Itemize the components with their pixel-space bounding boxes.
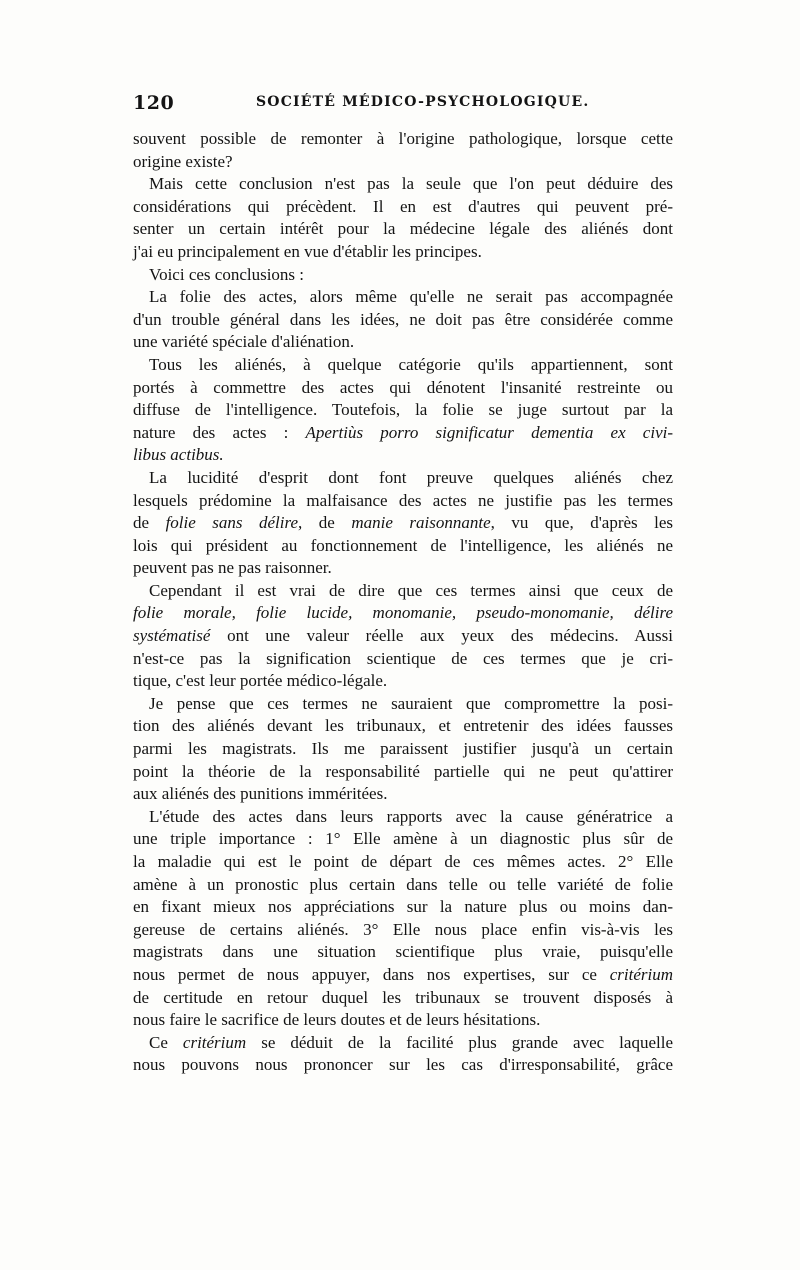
- text-line: [133, 512, 673, 535]
- text-line: portés à commettre des actes qui dénotent l'insanité restreinte ou: [133, 377, 673, 397]
- text-line: tique, c'est leur portée médico-légale.: [133, 671, 388, 691]
- text-line: lois qui président au fonctionnement de l'intelligence, les aliénés ne: [133, 535, 673, 555]
- text-line: gereuse de certains aliénés. 3° Elle nous place enfin vis-à-vis les: [133, 919, 673, 939]
- text-line: tion des aliénés devant les tribunaux, et entretenir des idées fausses: [133, 716, 673, 736]
- text-line: [133, 625, 673, 648]
- text-segment: Ce: [149, 1032, 168, 1052]
- text-line: parmi les magistrats. Ils me paraissent justifier jusqu'à un certain: [133, 739, 673, 759]
- text-line: amène à un pronostic plus certain dans telle ou telle variété de folie: [133, 874, 673, 894]
- text-line: magistrats dans une situation scientifique plus vraie, puisqu'elle: [133, 942, 673, 962]
- text-line: peuvent pas ne pas raisonner.: [133, 558, 332, 578]
- text-line: nous faire le sacrifice de leurs doutes et de leurs hésitations.: [133, 1010, 541, 1030]
- text-line: point la théorie de la responsabilité partielle qui ne peut qu'attirer: [133, 761, 673, 781]
- text-line: La lucidité d'esprit dont font preuve quelques aliénés chez: [149, 467, 673, 487]
- text-segment: se déduit de la facilité plus grande avec laquelle: [261, 1032, 673, 1052]
- text-line: [133, 422, 673, 445]
- text-segment: ont une valeur réelle aux yeux des médecins. Aussi: [227, 626, 674, 646]
- text-line: Mais cette conclusion n'est pas la seule que l'on peut déduire des: [149, 174, 673, 194]
- italic-term: manie raisonnante: [351, 513, 491, 533]
- text-segment: de: [133, 513, 150, 533]
- italic-term: folie morale, folie lucide, monomanie, pseudo-monomanie, délire: [133, 603, 673, 623]
- text-line: [133, 602, 673, 625]
- italic-term: folie sans délire: [165, 513, 299, 533]
- running-head: [133, 92, 673, 122]
- text-segment: nature des actes :: [133, 422, 289, 442]
- text-line: souvent possible de remonter à l'origine pathologique, lorsque cette: [133, 129, 673, 148]
- italic-term: critérium: [609, 964, 674, 984]
- text-line: senter un certain intérêt pour la médecine légale des aliénés dont: [133, 219, 673, 239]
- text-line: [133, 964, 673, 987]
- text-line: La folie des actes, alors même qu'elle ne serait pas accompagnée: [149, 287, 673, 307]
- text-line: Je pense que ces termes ne sauraient que compromettre la posi-: [149, 693, 673, 713]
- latin-quote: libus actibus.: [133, 445, 224, 465]
- italic-term: critérium: [182, 1032, 247, 1052]
- text-line: en fixant mieux nos appréciations sur la nature plus ou moins dan-: [133, 897, 673, 917]
- latin-quote: Apertiùs porro significatur dementia ex civi-: [305, 422, 674, 442]
- text-line: [133, 1032, 673, 1055]
- text-line: aux aliénés des punitions imméritées.: [133, 784, 388, 804]
- text-line: Tous les aliénés, à quelque catégorie qu'ils appartiennent, sont: [149, 354, 673, 374]
- text-line: la maladie qui est le point de départ de ces mêmes actes. 2° Elle: [133, 852, 673, 871]
- text-segment: , de: [298, 513, 335, 533]
- text-line: d'un trouble général dans les idées, ne doit pas être considérée comme: [133, 309, 673, 329]
- text-line: Cependant il est vrai de dire que ces termes ainsi que ceux de: [149, 580, 673, 600]
- text-line: une triple importance : 1° Elle amène à un diagnostic plus sûr de: [133, 829, 673, 849]
- running-title: SOCIÉTÉ MÉDICO-PSYCHOLOGIQUE.: [256, 94, 590, 110]
- text-line: nous pouvons nous prononcer sur les cas d'irresponsabilité, grâce: [133, 1055, 673, 1075]
- text-line: [133, 444, 673, 467]
- text-segment: nous permet de nous appuyer, dans nos expertises, sur ce: [133, 964, 597, 984]
- body-text: [133, 128, 673, 1077]
- text-line: considérations qui précèdent. Il en est d'autres qui peuvent pré-: [133, 196, 673, 216]
- page-number: 120: [133, 92, 175, 114]
- text-segment: , vu que, d'après les: [490, 513, 674, 533]
- text-line: Voici ces conclusions :: [149, 264, 305, 284]
- text-line: j'ai eu principalement en vue d'établir les principes.: [133, 241, 482, 261]
- text-line: origine existe?: [133, 151, 233, 171]
- text-line: L'étude des actes dans leurs rapports avec la cause génératrice a: [149, 806, 673, 826]
- text-line: diffuse de l'intelligence. Toutefois, la folie se juge surtout par la: [133, 400, 673, 420]
- italic-term: systématisé: [133, 626, 211, 646]
- text-line: lesquels prédomine la malfaisance des actes ne justifie pas les termes: [133, 490, 673, 510]
- text-line: n'est-ce pas la signification scientique de ces termes que je cri-: [133, 648, 673, 668]
- text-line: de certitude en retour duquel les tribunaux se trouvent disposés à: [133, 987, 673, 1007]
- text-line: une variété spéciale d'aliénation.: [133, 332, 355, 352]
